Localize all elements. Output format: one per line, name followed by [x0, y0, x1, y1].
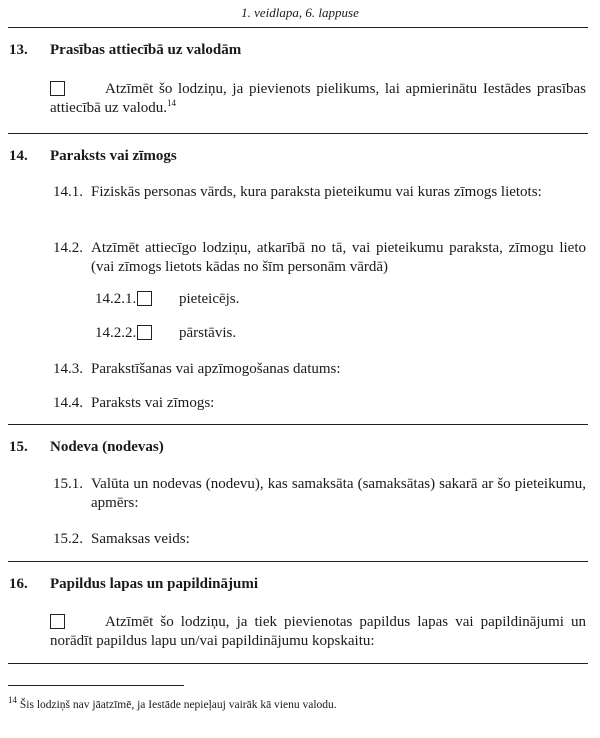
section-14-number: 14. — [9, 148, 28, 164]
section-15-title: Nodeva (nodevas) — [50, 439, 164, 455]
item-14-4 — [53, 394, 586, 413]
footnote-ref: 14 — [167, 98, 177, 108]
divider — [8, 27, 588, 28]
footnote — [8, 695, 337, 711]
item-text: Atzīmēt attiecīgo lodziņu, atkarībā no tā, vai pieteikumu paraksta, zīmogu lieto (vai zīmogs lietots kādas no šīm personām vārdā) — [91, 240, 586, 275]
option-representative — [95, 324, 237, 343]
section-14-title: Paraksts vai zīmogs — [50, 148, 177, 164]
item-number: 15.2. — [53, 531, 83, 547]
section-16-paragraph — [50, 613, 586, 651]
footnote-text: Šis lodziņš nav jāatzīmē, ja Iestāde nepieļauj vairāk kā vienu valodu. — [19, 699, 337, 711]
additional-sheets-checkbox[interactable] — [50, 614, 65, 629]
option-number: 14.2.2. — [95, 325, 137, 341]
item-15-1 — [53, 475, 586, 513]
divider — [8, 133, 588, 134]
item-number: 14.3. — [53, 361, 83, 377]
item-14-2 — [53, 239, 586, 277]
item-text: Valūta un nodevas (nodevu), kas samaksāta (samaksātas) sakarā ar šo pieteikumu, apmērs: — [91, 476, 586, 511]
representative-checkbox[interactable] — [137, 325, 152, 340]
section-13-paragraph — [50, 80, 586, 118]
item-text: Fiziskās personas vārds, kura paraksta pieteikumu vai kuras zīmogs lietots: — [91, 184, 542, 200]
page-header: 1. veidlapa, 6. lappuse — [241, 5, 359, 20]
item-number: 14.1. — [53, 184, 83, 200]
item-number: 14.4. — [53, 395, 83, 411]
section-13-title: Prasības attiecībā uz valodām — [50, 42, 242, 58]
section-16-number: 16. — [9, 576, 28, 592]
item-15-2 — [53, 530, 586, 549]
section-16-title: Papildus lapas un papildinājumi — [50, 576, 259, 592]
divider — [8, 561, 588, 562]
item-number: 15.1. — [53, 476, 83, 492]
section-16-text: Atzīmēt šo lodziņu, ja tiek pievienotas papildus lapas vai papildinājumi un norādīt papildus lapu un/vai papildinājumu kopskaitu: — [50, 614, 586, 649]
section-15-number: 15. — [9, 439, 28, 455]
section-13-number: 13. — [9, 42, 28, 58]
option-label: pieteicējs. — [179, 291, 240, 307]
attachment-language-checkbox[interactable] — [50, 81, 65, 96]
option-applicant — [95, 290, 240, 309]
item-text: Samaksas veids: — [91, 531, 190, 547]
item-14-3 — [53, 360, 586, 379]
item-14-1 — [53, 183, 586, 202]
footnote-number: 14 — [8, 695, 17, 706]
divider — [8, 663, 588, 664]
footnote-divider — [8, 685, 184, 686]
item-text: Parakstīšanas vai apzīmogošanas datums: — [91, 361, 341, 377]
option-number: 14.2.1. — [95, 291, 137, 307]
applicant-checkbox[interactable] — [137, 291, 152, 306]
item-text: Paraksts vai zīmogs: — [91, 395, 215, 411]
divider — [8, 424, 588, 425]
option-label: pārstāvis. — [179, 325, 237, 341]
section-13-text: Atzīmēt šo lodziņu, ja pievienots pielikums, lai apmierinātu Iestādes prasības attiecībā uz valodu. — [50, 81, 586, 116]
item-number: 14.2. — [53, 240, 83, 256]
